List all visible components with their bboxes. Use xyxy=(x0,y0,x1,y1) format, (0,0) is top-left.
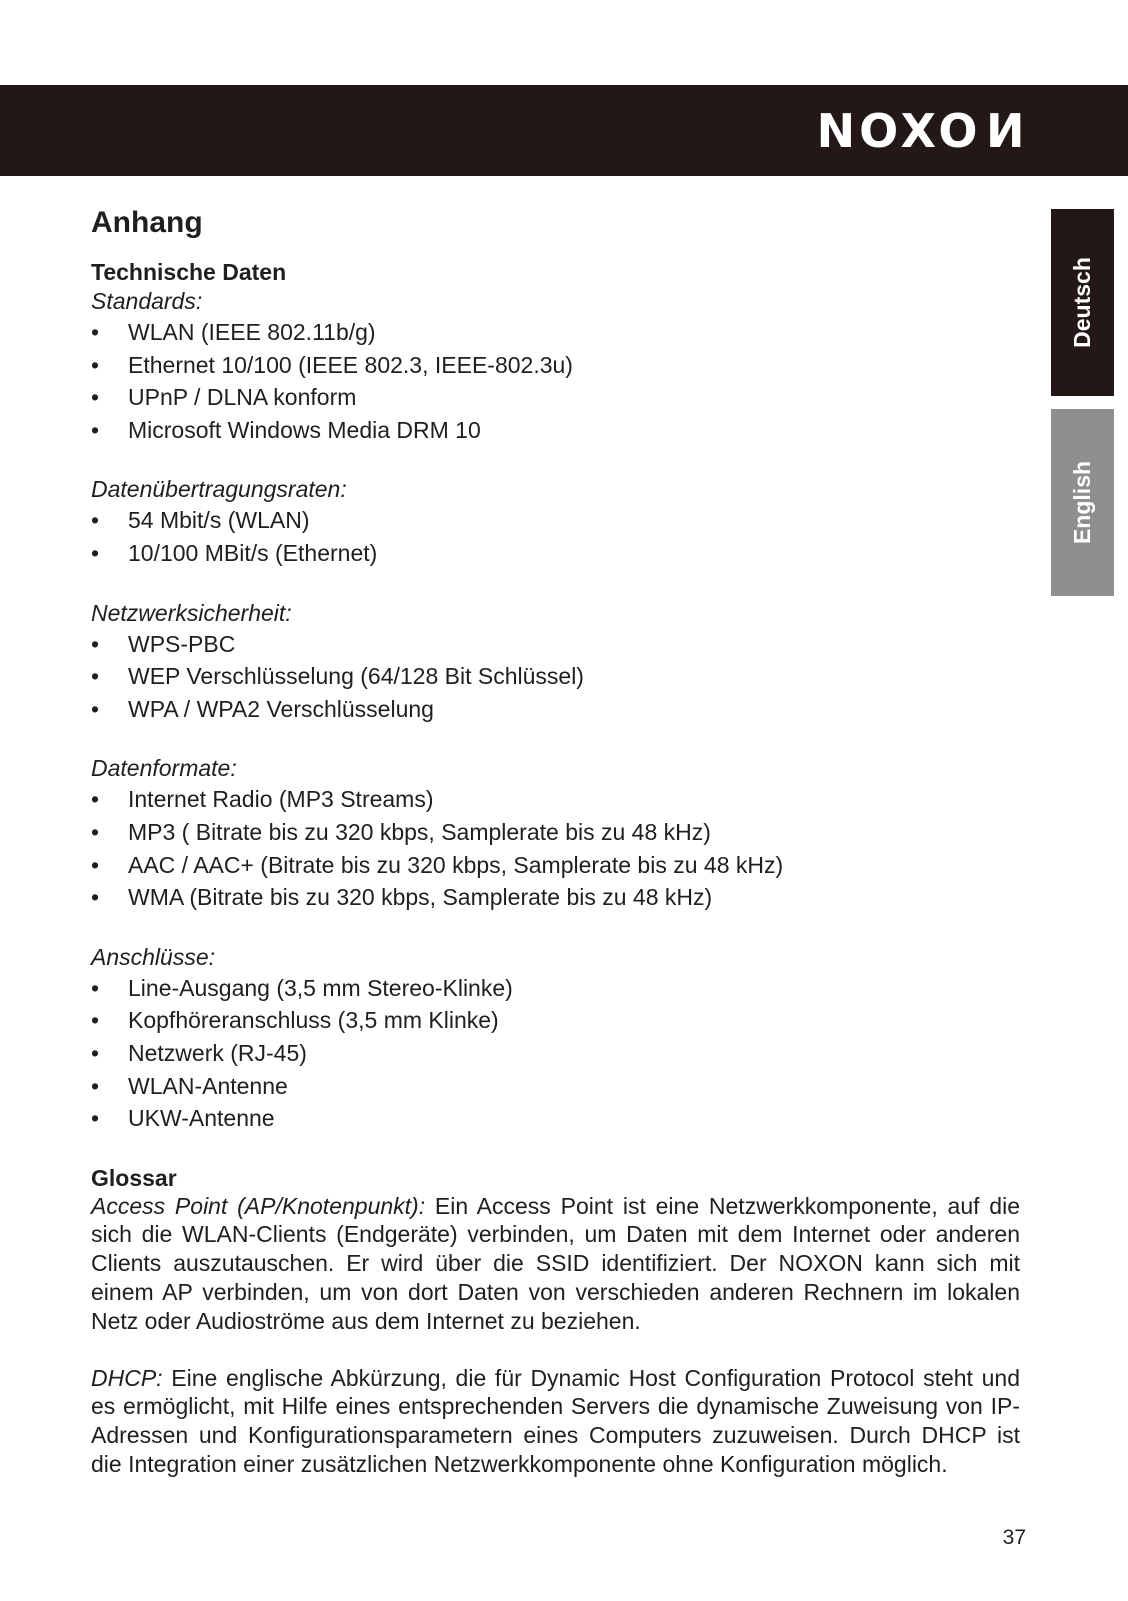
list-item: • Netzwerk (RJ-45) xyxy=(91,1037,1020,1070)
page-content xyxy=(91,205,1020,1507)
header-bar xyxy=(0,85,1128,176)
tab-english[interactable] xyxy=(1051,409,1114,596)
glossary-entry-dhcp xyxy=(91,1364,1020,1479)
group-label: Anschlüsse: xyxy=(91,943,216,970)
brand-logo-text: NOXO xyxy=(816,104,982,158)
group-label: Standards: xyxy=(91,288,203,314)
tab-deutsch[interactable] xyxy=(1051,209,1114,396)
tab-deutsch-label: Deutsch xyxy=(1069,257,1095,348)
list-item: • Ethernet 10/100 (IEEE 802.3, IEEE-802.3u) xyxy=(91,349,1020,382)
list-item: • 10/100 MBit/s (Ethernet) xyxy=(91,537,1020,570)
page-title: Anhang xyxy=(91,206,203,239)
section-title-technical-data: Technische Daten xyxy=(91,259,287,285)
group-label: Datenübertragungsraten: xyxy=(91,476,347,503)
page-number: 37 xyxy=(1002,1526,1026,1549)
list-item: • WMA (Bitrate bis zu 320 kbps, Samplerate bis zu 48 kHz) xyxy=(91,881,1020,914)
glossary-definition: Ein Access Point ist eine Netzwerkkomponente, auf die sich die WLAN-Clients (Endgeräte) verbinden, um Daten mit dem Internet oder anderen Clients auszutauschen. Er wird über die SSID identifiziert. Der NOXON kann sich mit einem AP verbinden, um von dort Daten von verschieden anderen Rechnern im lokalen Netz oder Audioströme aus dem Internet zu beziehen. xyxy=(91,1192,1021,1334)
spec-group-data-formats xyxy=(91,754,1020,913)
glossary-definition: Eine englische Abkürzung, die für Dynamic Host Configuration Protocol steht und es ermöglicht, mit Hilfe eines entsprechenden Servers die dynamische Zuweisung von IP-Adressen und Konfigurationsparametern eines Computers zuzuweisen. Durch DHCP ist die Integration einer zusätzlichen Netzwerkkomponente ohne Konfiguration möglich. xyxy=(91,1364,1020,1478)
bullet-list xyxy=(91,504,1020,569)
brand-logo xyxy=(817,106,1024,156)
bullet-list xyxy=(91,783,1020,913)
list-item: • UKW-Antenne xyxy=(91,1102,1020,1135)
group-label: Netzwerksicherheit: xyxy=(91,599,292,626)
list-item: • Internet Radio (MP3 Streams) xyxy=(91,783,1020,816)
list-item: • 54 Mbit/s (WLAN) xyxy=(91,504,1020,537)
bullet-list xyxy=(91,972,1020,1135)
brand-logo-mirrored-letter: N xyxy=(981,104,1024,158)
glossary-title: Glossar xyxy=(91,1164,177,1191)
bullet-list xyxy=(91,316,1020,446)
list-item: • Microsoft Windows Media DRM 10 xyxy=(91,414,1020,447)
glossary-term: DHCP: xyxy=(91,1364,163,1391)
glossary-entry-access-point xyxy=(91,1192,1020,1336)
group-label: Datenformate: xyxy=(91,755,237,782)
list-item: • WPS-PBC xyxy=(91,628,1020,661)
list-item: • AAC / AAC+ (Bitrate bis zu 320 kbps, Samplerate bis zu 48 kHz) xyxy=(91,849,1020,882)
glossary-term: Access Point (AP/Knotenpunkt): xyxy=(91,1192,426,1219)
list-item: • WEP Verschlüsselung (64/128 Bit Schlüssel) xyxy=(91,660,1020,693)
spec-group-connections xyxy=(91,943,1020,1135)
bullet-list xyxy=(91,628,1020,726)
list-item: • UPnP / DLNA konform xyxy=(91,381,1020,414)
list-item: • MP3 ( Bitrate bis zu 320 kbps, Samplerate bis zu 48 kHz) xyxy=(91,816,1020,849)
spec-group-network-security xyxy=(91,599,1020,726)
list-item: • WLAN (IEEE 802.11b/g) xyxy=(91,316,1020,349)
list-item: • WLAN-Antenne xyxy=(91,1070,1020,1103)
spec-group-standards xyxy=(91,287,1020,446)
list-item: • Kopfhöreranschluss (3,5 mm Klinke) xyxy=(91,1004,1020,1037)
list-item: • Line-Ausgang (3,5 mm Stereo-Klinke) xyxy=(91,972,1020,1005)
spec-group-data-rates xyxy=(91,475,1020,569)
list-item: • WPA / WPA2 Verschlüsselung xyxy=(91,693,1020,726)
tab-english-label: English xyxy=(1069,460,1095,545)
